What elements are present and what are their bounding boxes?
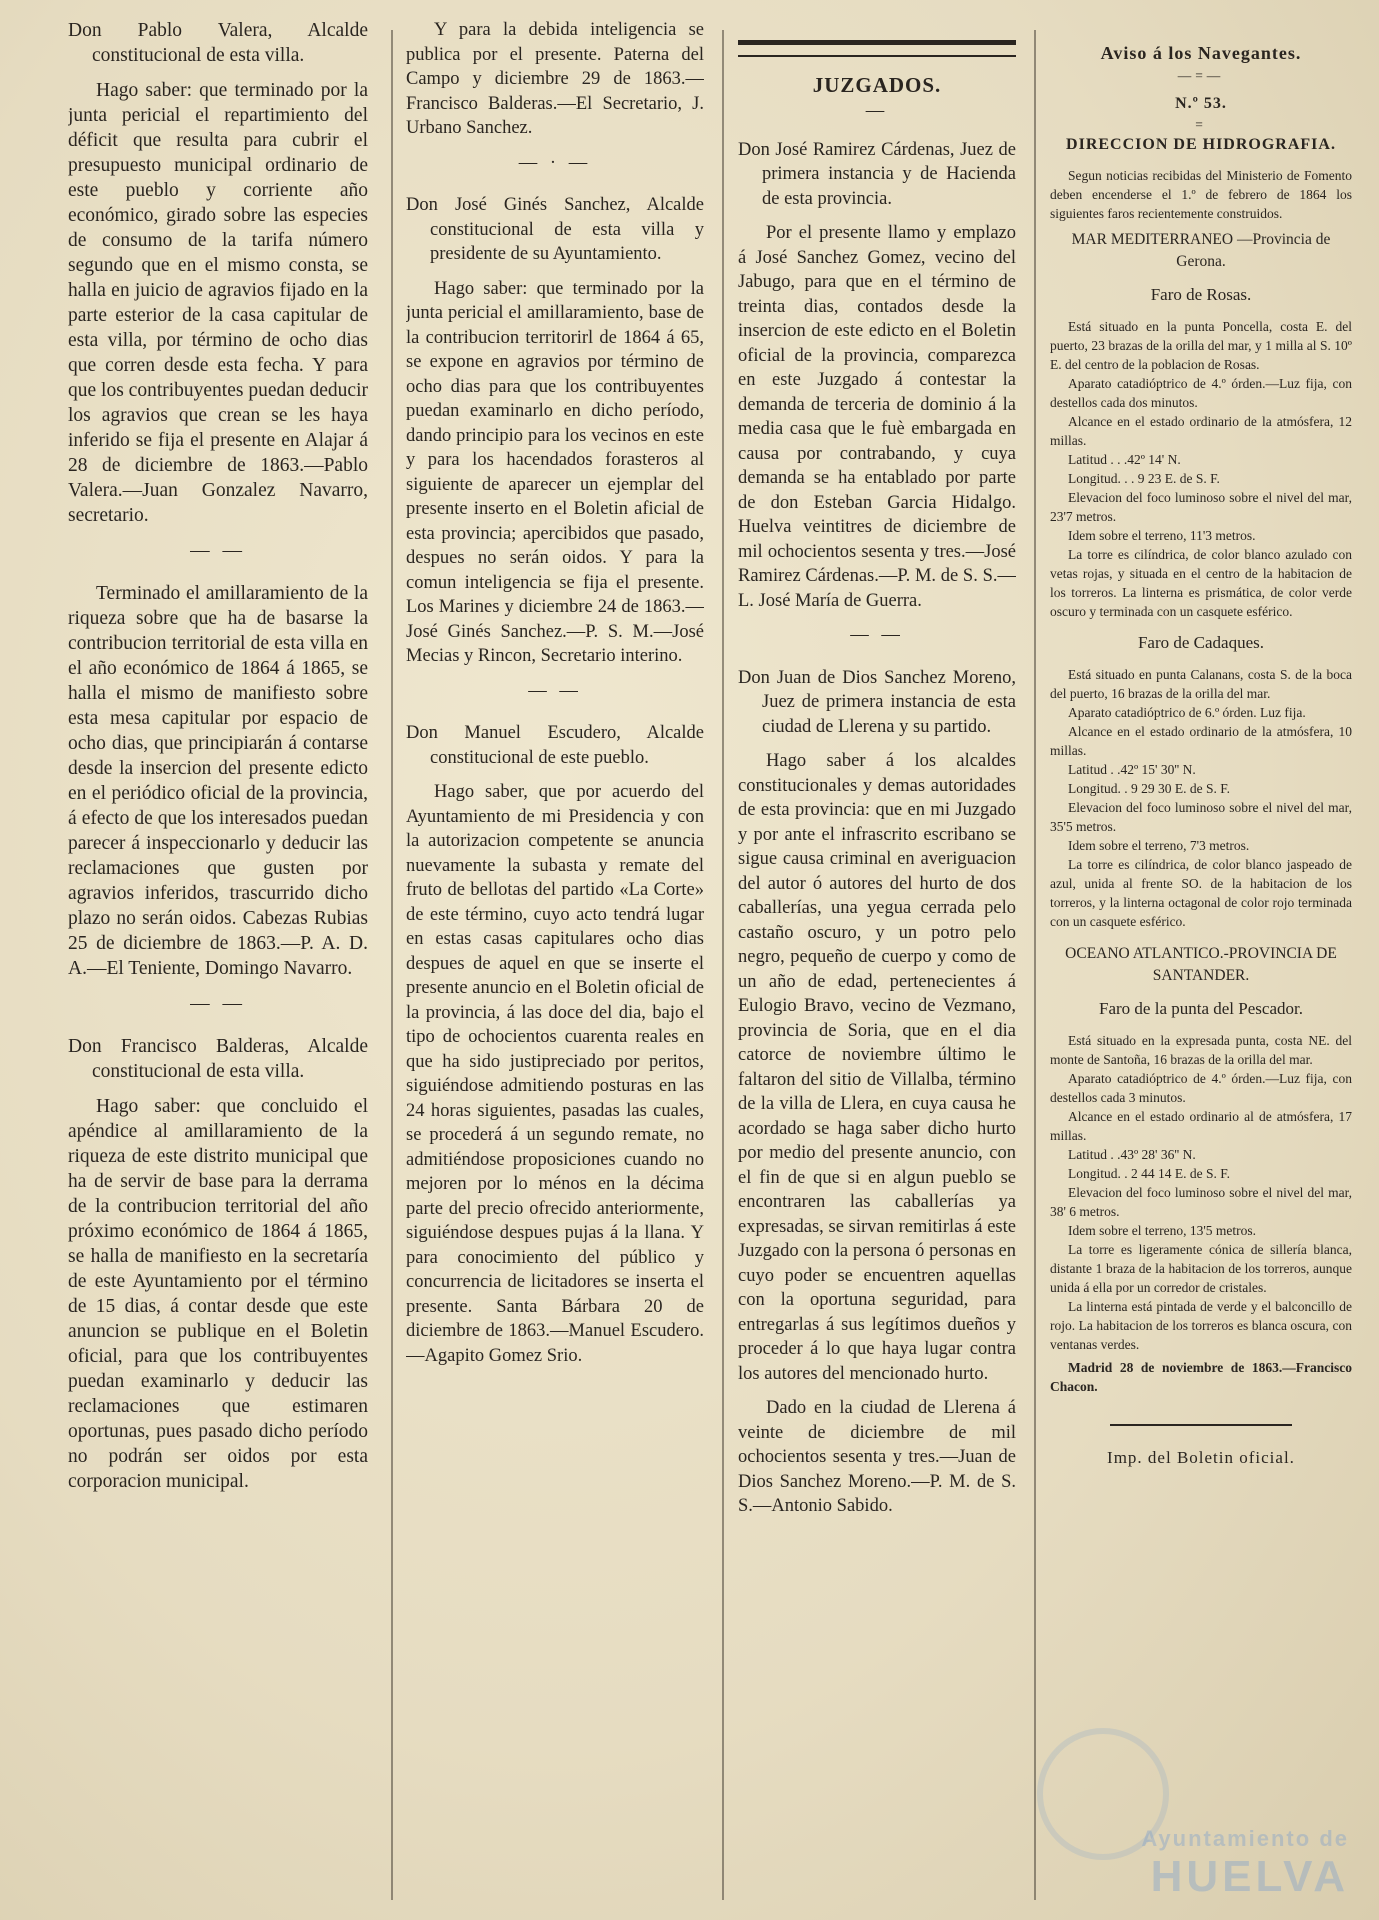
notice-body: Hago saber: que terminado por la junta pericial el amillaramiento, base de la contribucion territorirl de 1864 á 65, se expone en agravios por término de ocho dias para que los contribuyentes puedan examinarlo en dicho período, dando principio para los vecinos en este y para los hacendados forasteros al siguiente de aparecer un ejemplar del presente inserto en el Boletin aficial de esta provincia; apercibidos que pasado, despues no serán oidos. Y para la comun inteligencia se fija el presente. Los Marines y diciembre 24 de 1863.—José Ginés Sanchez.—P. S. M.—José Mecias y Rincon, Secretario interino. bbox=[406, 278, 704, 666]
section-title-separator: —=— bbox=[1177, 68, 1225, 83]
notice-separator: — — bbox=[528, 680, 582, 701]
lighthouse-detail: Idem sobre el terreno, 7'3 metros. bbox=[1068, 838, 1250, 853]
region-heading: OCEANO ATLANTICO.-PROVINCIA DE SANTANDER. bbox=[1065, 945, 1337, 984]
notice-body: Hago saber á los alcaldes constitucionales y demas autoridades de esta provincia: que en mi Juzgado y por ante el infrascrito escribano se sigue causa criminal en averiguacion del autor ó autores del hurto de dos caballerías, una yegua cerrada pelo castaño oscuro, y un potro pelo negro, pequeño de cuerpo y como de un año de edad, pertenecientes á Eulogio Bravo, vecino de Vezmano, provincia de Soria, que en el dia catorce de noviembre último le faltaron del sitio de Villalba, término de la villa de Llera, en cuya causa he acordado se haga saber dicho hurto por medio del presente anuncio, con el fin de que si en algun pueblo se encontraren las caballerías ya expresadas, se sirvan remitirlas á este Juzgado con la persona ó personas en cuyo poder se encuentren aquellas con la oportuna seguridad, para entregarlas á sus legítimos dueños y proceder á lo que haya lugar contra los autores del mencionado hurto. bbox=[738, 751, 1016, 1384]
notice-heading: Don Manuel Escudero, Alcalde constitucional de este pueblo. bbox=[406, 723, 704, 768]
lighthouse-detail: Aparato catadióptrico de 4.º órden.—Luz fija, con destellos cada dos minutos. bbox=[1050, 376, 1352, 410]
lighthouse-title: Faro de Cadaques. bbox=[1137, 633, 1265, 652]
lighthouse-detail: La torre es ligeramente cónica de sillería blanca, distante 1 braza de la habitacion de los torreros, aunque unida á ella por un corredor de cristales. bbox=[1050, 1242, 1352, 1295]
notice-body: Y para la debida inteligencia se publica por el presente. Paterna del Campo y diciembre 29 de 1863.—Francisco Balderas.—El Secretario, J. Urbano Sanchez. bbox=[406, 20, 704, 138]
watermark-line: Ayuntamiento de bbox=[1141, 1826, 1349, 1851]
lighthouse-detail: Está situado en punta Calanans, costa S. de la boca del puerto, 16 brazas de la orilla del mar. bbox=[1050, 667, 1352, 701]
notice-number: N.º 53. bbox=[1175, 95, 1227, 112]
column-1 bbox=[68, 18, 368, 1504]
lighthouse-detail: Latitud . .43º 28' 36'' N. bbox=[1068, 1147, 1196, 1162]
lighthouse-title: Faro de Rosas. bbox=[1150, 285, 1252, 304]
column-3 bbox=[738, 18, 1016, 1529]
section-top-rule bbox=[738, 40, 1016, 45]
column-rule bbox=[722, 30, 724, 1900]
lighthouse-title: Faro de la punta del Pescador. bbox=[1099, 999, 1303, 1018]
notice-separator: — — bbox=[190, 993, 246, 1014]
lighthouse-detail: Latitud . .42º 15' 30'' N. bbox=[1068, 762, 1196, 777]
notice-body: Hago saber: que terminado por la junta pericial el repartimiento del déficit que resulta para cubrir el presupuesto municipal ordinario de este pueblo y corriente año económico, girado sobre las especies de consumo de la tarifa número segundo que en el mismo consta, se halla en juicio de agravios fijado en la parte esterior de la casa capitular de esta villa, por término de ocho dias que corren desde esta fecha. Y para que los contribuyentes puedan deducir los agravios que crean se les haya inferido se fija el presente en Alajar á 28 de diciembre de 1863.—Pablo Valera.—Juan Gonzalez Navarro, secretario. bbox=[68, 80, 368, 526]
lighthouse-detail: La torre es cilíndrica, de color blanco azulado con vetas rojas, y situada en el centro de la habitacion de los torreros. La linterna es prismática, de color verde oscuro y terminada con un casquete esférico. bbox=[1050, 547, 1352, 619]
notice-separator: — — bbox=[190, 540, 246, 561]
lighthouse-detail: Está situado en la expresada punta, costa NE. del monte de Santoña, 16 brazas de la orilla del mar. bbox=[1050, 1033, 1352, 1067]
lighthouse-detail: Latitud . . .42º 14' N. bbox=[1068, 452, 1181, 467]
notice-separator: — · — bbox=[518, 152, 592, 173]
section-top-rule-thin bbox=[738, 55, 1016, 57]
lighthouse-detail: Longitud. . 2 44 14 E. de S. F. bbox=[1068, 1166, 1231, 1181]
column-rule bbox=[1034, 30, 1036, 1900]
notice-intro: Segun noticias recibidas del Ministerio de Fomento deben encenderse el 1.º de febrero de 1864 los siguientes faros recientemente construidos. bbox=[1050, 168, 1352, 221]
notice-body: Terminado el amillaramiento de la riqueza sobre que ha de basarse la contribucion territorial de esta villa en el año económico de 1864 á 1865, se halla el mismo de manifiesto sobre esta mesa capitular por espacio de ocho dias, que principiarán á contarse desde la insercion del presente edicto en el periódico oficial de la provincia, á efecto de que los interesados puedan parecer á inspeccionarlo y deducir las reclamaciones que gusten por agravios inferidos, trascurrido dicho plazo no serán oidos. Cabezas Rubias 25 de diciembre de 1863.—P. A. D. A.—El Teniente, Domingo Navarro. bbox=[68, 583, 368, 979]
imprint-line: Imp. del Boletin oficial. bbox=[1107, 1448, 1295, 1467]
lighthouse-detail: Longitud. . . 9 23 E. de S. F. bbox=[1068, 471, 1220, 486]
lighthouse-detail: La torre es cilíndrica, de color blanco jaspeado de azul, unida al frente SO. de la habitacion de los torreros, y la linterna octagonal de color rojo terminada con un casquete esférico. bbox=[1050, 857, 1352, 929]
watermark-line: HUELVA bbox=[1150, 1852, 1349, 1901]
lighthouse-detail: Idem sobre el terreno, 11'3 metros. bbox=[1068, 528, 1256, 543]
archive-watermark bbox=[1141, 1826, 1349, 1902]
imprint-rule bbox=[1110, 1424, 1291, 1426]
notice-body: Por el presente llamo y emplazo á José Sanchez Gomez, vecino del Jabugo, para que en el término de treinta dias, contados desde la insercion de este edicto en el Boletin oficial de la provincia, comparezca en este Juzgado á contestar la demanda de terceria de dominio á la media casa que le fuè embargada en causa por contrabando, y cuya demanda se ha entablado por parte de don Esteban Garcia Hidalgo. Huelva veintitres de diciembre de mil ochocientos sesenta y tres.—José Ramirez Cárdenas.—P. M. de S. S.—L. José María de Guerra. bbox=[738, 223, 1016, 611]
lighthouse-detail: Aparato catadióptrico de 4.º órden.—Luz fija, con destellos cada 3 minutos. bbox=[1050, 1071, 1352, 1105]
notice-heading: Don José Ginés Sanchez, Alcalde constitucional de esta villa y presidente de su Ayuntamiento. bbox=[406, 195, 704, 264]
notice-closing: Dado en la ciudad de Llerena á veinte de diciembre de mil ochocientos sesenta y tres.—Juan de Dios Sanchez Moreno.—P. M. de S. S.—Antonio Sabido. bbox=[738, 1398, 1016, 1516]
notice-closing: Madrid 28 de noviembre de 1863.—Francisco Chacon. bbox=[1050, 1360, 1352, 1394]
region-heading: MAR MEDITERRANEO —Provincia de Gerona. bbox=[1071, 231, 1331, 270]
lighthouse-detail: La linterna está pintada de verde y el balconcillo de rojo. La habitacion de los torreros es blanca oscura, con ventanas verdes. bbox=[1050, 1299, 1352, 1352]
column-2 bbox=[406, 18, 704, 1378]
office-title: DIRECCION DE HIDROGRAFIA. bbox=[1066, 136, 1336, 153]
lighthouse-detail: Está situado en la punta Poncella, costa E. del puerto, 23 brazas de la orilla del mar, y 1 milla al S. 10º E. del centro de la poblacion de Rosas. bbox=[1050, 319, 1352, 372]
lighthouse-detail: Idem sobre el terreno, 13'5 metros. bbox=[1068, 1223, 1256, 1238]
notice-heading: Don Juan de Dios Sanchez Moreno, Juez de primera instancia de esta ciudad de Llerena y su partido. bbox=[738, 667, 1016, 737]
lighthouse-detail: Alcance en el estado ordinario de la atmósfera, 10 millas. bbox=[1050, 724, 1352, 758]
notice-heading: Don Francisco Balderas, Alcalde constitucional de esta villa. bbox=[68, 1036, 368, 1082]
notice-number-separator: = bbox=[1195, 117, 1207, 132]
lighthouse-detail: Aparato catadióptrico de 6.º órden. Luz fija. bbox=[1068, 705, 1306, 720]
lighthouse-detail: Alcance en el estado ordinario al de atmósfera, 17 millas. bbox=[1050, 1109, 1352, 1143]
section-title: JUZGADOS. bbox=[812, 73, 942, 97]
lighthouse-detail: Longitud. . 9 29 30 E. de S. F. bbox=[1068, 781, 1231, 796]
notice-body: Hago saber: que concluido el apéndice al amillaramiento de la riqueza de este distrito municipal que ha de servir de base para la derrama de la contribucion territorial del año próximo económico de 1864 á 1865, se halla de manifiesto en la secretaría de este Ayuntamiento por el término de 15 dias, á contar desde que este anuncion se publique en el Boletin oficial, para que los contribuyentes puedan examinarlo y deducir las reclamaciones que estimaren oportunas, pues pasado dicho período no podrán ser oidos por esta corporacion municipal. bbox=[68, 1096, 368, 1492]
notice-body: Hago saber, que por acuerdo del Ayuntamiento de mi Presidencia y con la autorizacion competente se anuncia nuevamente la subasta y remate del fruto de bellotas del partido «La Corte» de este término, cuyo acto tendrá lugar en estas casas capitulares ocho dias despues de aquel en que se inserte el presente anuncio en el Boletin oficial de la provincia, á las doce del dia, bajo el tipo de ochocientos cuarenta reales en que ha sido justipreciado por peritos, siguiéndose admitiendo posturas en las 24 horas siguientes, pasadas las cuales, se procederá á un segundo remate, no admitiéndose proposiciones cuando no mejoren por lo ménos en la décima parte del precio ofrecido anteriormente, siguiéndose despues pujas á la llana. Y para conocimiento del público y concurrencia de licitadores se inserta el presente. Santa Bárbara 20 de diciembre de 1863.—Manuel Escudero.—Agapito Gomez Srio. bbox=[406, 782, 704, 1366]
notice-heading: Don José Ramirez Cárdenas, Juez de primera instancia y de Hacienda de esta provincia. bbox=[738, 139, 1016, 209]
notice-heading: Don Pablo Valera, Alcalde constitucional de esta villa. bbox=[68, 20, 368, 66]
lighthouse-detail: Alcance en el estado ordinario de la atmósfera, 12 millas. bbox=[1050, 414, 1352, 448]
column-4 bbox=[1050, 18, 1352, 1467]
section-title-separator: — bbox=[865, 101, 889, 121]
column-rule bbox=[391, 30, 393, 1900]
section-title: Aviso á los Navegantes. bbox=[1100, 43, 1302, 63]
lighthouse-detail: Elevacion del foco luminoso sobre el nivel del mar, 35'5 metros. bbox=[1050, 800, 1352, 834]
notice-separator: — — bbox=[850, 625, 904, 645]
lighthouse-detail: Elevacion del foco luminoso sobre el nivel del mar, 23'7 metros. bbox=[1050, 490, 1352, 524]
lighthouse-detail: Elevacion del foco luminoso sobre el nivel del mar, 38' 6 metros. bbox=[1050, 1185, 1352, 1219]
